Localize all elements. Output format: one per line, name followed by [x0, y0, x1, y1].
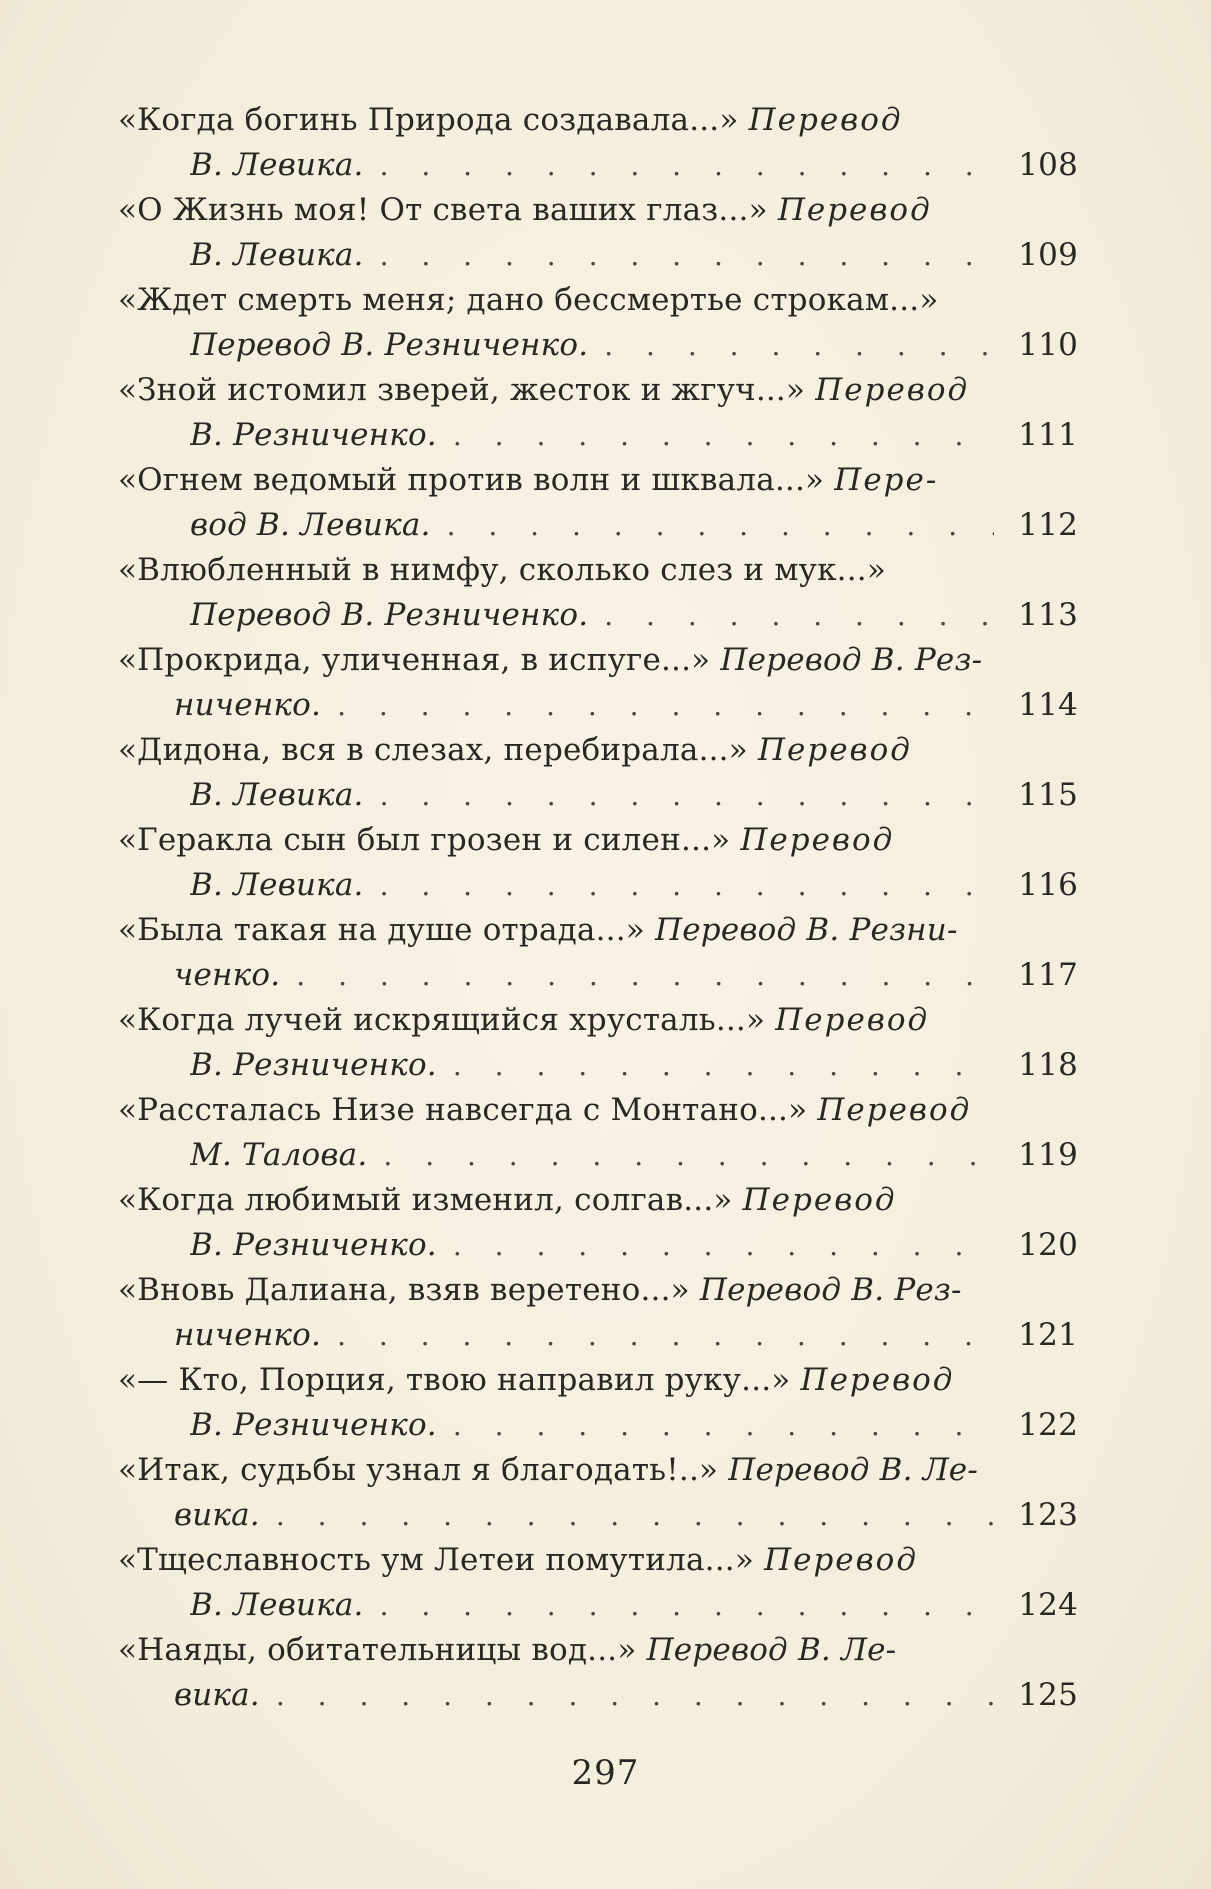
dot-leader — [453, 413, 994, 458]
toc-entry — [118, 1268, 1078, 1358]
translator-prefix: Перевод В. Рез- — [720, 642, 983, 678]
page-number-ref: 122 — [1018, 1407, 1078, 1443]
entry-title-line — [118, 998, 998, 1043]
translator-prefix: Перевод В. Ле- — [646, 1632, 897, 1668]
entry-title-line — [118, 638, 998, 683]
translator-prefix: Перевод В. Ле- — [728, 1452, 979, 1488]
entry-title: «Ждет смерть меня; дано бессмертье строкам...» — [118, 282, 939, 318]
entry-title-line — [118, 458, 998, 503]
translator-prefix: Перевод — [777, 192, 932, 228]
entry-title-line — [118, 548, 998, 593]
translator-prefix: Перевод — [740, 822, 895, 858]
entry-title-line — [118, 1628, 998, 1673]
entry-title: «Была такая на душе отрада...» — [118, 912, 645, 948]
entry-title: «Огнем ведомый против волн и шквала...» — [118, 462, 825, 498]
translator-name: В. Левика. — [190, 867, 364, 903]
entry-translator-line — [190, 773, 998, 818]
page-number-ref: 123 — [1018, 1497, 1078, 1533]
entry-title: «Геракла сын был грозен и силен...» — [118, 822, 731, 858]
entry-translator-line — [190, 1223, 998, 1268]
entry-title: «— Кто, Порция, твою направил руку...» — [118, 1362, 791, 1398]
dot-leader — [296, 953, 994, 998]
dot-leader — [383, 1133, 994, 1178]
entry-translator-line — [174, 1673, 998, 1718]
dot-leader — [380, 773, 994, 818]
entry-title: «Рассталась Низе навсегда с Монтано...» — [118, 1092, 808, 1128]
toc-entry — [118, 998, 1078, 1088]
entry-title-line — [118, 1448, 998, 1493]
translator-prefix: Перевод — [742, 1182, 897, 1218]
dot-leader — [380, 1583, 994, 1628]
toc-entry — [118, 188, 1078, 278]
entry-title-line — [118, 1268, 998, 1313]
entry-translator-line — [190, 1403, 998, 1448]
entry-title: «Наяды, обитательницы вод...» — [118, 1632, 637, 1668]
translator-name: В. Резниченко. — [190, 1047, 437, 1083]
page-number-ref: 120 — [1018, 1227, 1078, 1263]
page-number-ref: 124 — [1018, 1587, 1078, 1623]
entry-title: «Зной истомил зверей, жесток и жгуч...» — [118, 372, 806, 408]
translator-prefix: Перевод — [764, 1542, 918, 1578]
entry-title-line — [118, 98, 998, 143]
translator-name: ниченко. — [174, 687, 322, 723]
entry-title-line — [118, 188, 998, 233]
translator-prefix: Перевод В. Резни- — [655, 912, 958, 948]
translator-name: вод В. Левика. — [190, 507, 431, 543]
dot-leader — [447, 503, 994, 548]
entry-title: «Вновь Далиана, взяв веретено...» — [118, 1272, 690, 1308]
table-of-contents — [118, 98, 1078, 1718]
entry-title: «Прокрида, уличенная, в испуге...» — [118, 642, 711, 678]
entry-title: «Тщеславность ум Летеи помутила...» — [118, 1542, 754, 1578]
entry-title-line — [118, 818, 998, 863]
entry-title: «Дидона, вся в слезах, перебирала...» — [118, 732, 748, 768]
translator-name: ниченко. — [174, 1317, 322, 1353]
translator-name: вика. — [174, 1497, 260, 1533]
translator-name: Перевод В. Резниченко. — [190, 597, 589, 633]
translator-prefix: Перевод — [800, 1362, 955, 1398]
entry-translator-line — [190, 233, 998, 278]
toc-entry — [118, 1628, 1078, 1718]
translator-name: В. Левика. — [190, 147, 364, 183]
page-number-ref: 121 — [1018, 1317, 1078, 1353]
entry-title: «Влюбленный в нимфу, сколько слез и мук...» — [118, 552, 886, 588]
page-number-ref: 125 — [1018, 1677, 1078, 1713]
dot-leader — [276, 1673, 994, 1718]
translator-name: В. Левика. — [190, 777, 364, 813]
translator-prefix: Перевод В. Рез- — [699, 1272, 962, 1308]
toc-entry — [118, 368, 1078, 458]
dot-leader — [337, 683, 994, 728]
entry-title: «Итак, судьбы узнал я благодать!..» — [118, 1452, 719, 1488]
entry-translator-line — [174, 683, 998, 728]
entry-title: «Когда лучей искрящийся хрусталь...» — [118, 1002, 766, 1038]
page-number-ref: 113 — [1018, 597, 1078, 633]
entry-title-line — [118, 1178, 998, 1223]
toc-entry — [118, 818, 1078, 908]
translator-prefix: Пере- — [834, 462, 939, 498]
translator-name: В. Резниченко. — [190, 1407, 437, 1443]
dot-leader — [380, 143, 994, 188]
translator-prefix: Перевод — [815, 372, 970, 408]
page-number-ref: 112 — [1018, 507, 1078, 543]
entry-translator-line — [190, 503, 998, 548]
entry-translator-line — [190, 143, 998, 188]
toc-entry — [118, 1358, 1078, 1448]
dot-leader — [604, 593, 994, 638]
page-number-ref: 108 — [1018, 147, 1078, 183]
toc-entry — [118, 548, 1078, 638]
dot-leader — [380, 233, 994, 278]
translator-name: вика. — [174, 1677, 260, 1713]
translator-name: ченко. — [174, 957, 281, 993]
page-number-ref: 114 — [1018, 687, 1078, 723]
toc-entry — [118, 908, 1078, 998]
entry-title-line — [118, 908, 998, 953]
entry-title: «Когда богинь Природа создавала...» — [118, 102, 739, 138]
entry-title-line — [118, 278, 998, 323]
entry-translator-line — [190, 863, 998, 908]
page-number-ref: 110 — [1018, 327, 1078, 363]
entry-translator-line — [190, 413, 998, 458]
entry-title: «Когда любимый изменил, солгав...» — [118, 1182, 733, 1218]
entry-translator-line — [190, 1043, 998, 1088]
dot-leader — [453, 1403, 994, 1448]
translator-name: М. Талова. — [190, 1137, 368, 1173]
entry-translator-line — [190, 593, 998, 638]
entry-title-line — [118, 1538, 998, 1583]
dot-leader — [337, 1313, 994, 1358]
translator-name: В. Левика. — [190, 1587, 364, 1623]
page-number-ref: 118 — [1018, 1047, 1078, 1083]
entry-translator-line — [174, 1493, 998, 1538]
page-number-ref: 111 — [1018, 417, 1078, 453]
page-number-ref: 115 — [1018, 777, 1078, 813]
entry-translator-line — [190, 323, 998, 368]
toc-entry — [118, 1538, 1078, 1628]
entry-translator-line — [174, 1313, 998, 1358]
entry-translator-line — [190, 1133, 998, 1178]
translator-name: В. Резниченко. — [190, 417, 437, 453]
page-number-ref: 116 — [1018, 867, 1078, 903]
page-number-ref: 117 — [1018, 957, 1078, 993]
dot-leader — [453, 1223, 994, 1268]
toc-entry — [118, 98, 1078, 188]
entry-title-line — [118, 1088, 998, 1133]
toc-entry — [118, 278, 1078, 368]
dot-leader — [380, 863, 994, 908]
toc-entry — [118, 638, 1078, 728]
entry-title-line — [118, 1358, 998, 1403]
translator-prefix: Перевод — [817, 1092, 972, 1128]
entry-title: «О Жизнь моя! От света ваших глаз...» — [118, 192, 768, 228]
translator-prefix: Перевод — [757, 732, 912, 768]
translator-name: В. Левика. — [190, 237, 364, 273]
entry-translator-line — [174, 953, 998, 998]
toc-entry — [118, 1448, 1078, 1538]
translator-prefix: Перевод — [748, 102, 903, 138]
entry-translator-line — [190, 1583, 998, 1628]
toc-entry — [118, 458, 1078, 548]
page-footer-number: 297 — [571, 1753, 640, 1793]
dot-leader — [604, 323, 994, 368]
toc-entry — [118, 1088, 1078, 1178]
dot-leader — [276, 1493, 994, 1538]
toc-entry — [118, 1178, 1078, 1268]
dot-leader — [453, 1043, 994, 1088]
page-number-ref: 119 — [1018, 1137, 1078, 1173]
translator-name: Перевод В. Резниченко. — [190, 327, 589, 363]
entry-title-line — [118, 728, 998, 773]
page-number-ref: 109 — [1018, 237, 1078, 273]
translator-prefix: Перевод — [775, 1002, 930, 1038]
entry-title-line — [118, 368, 998, 413]
toc-entry — [118, 728, 1078, 818]
translator-name: В. Резниченко. — [190, 1227, 437, 1263]
